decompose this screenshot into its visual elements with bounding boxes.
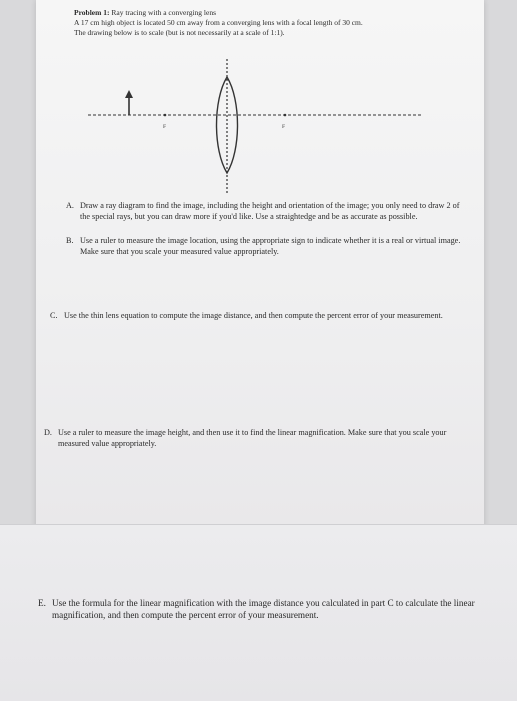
question-d-letter: D.	[44, 428, 52, 437]
question-e	[38, 597, 492, 621]
question-a-letter: A.	[66, 201, 74, 210]
focal-label-left: F	[163, 124, 167, 130]
problem-title	[74, 8, 474, 18]
question-b-text: Use a ruler to measure the image location, using the appropriate sign to indicate whether it is a real or virtual image. Make sure that you scale your measured value appropriately.	[80, 236, 461, 256]
question-d	[44, 428, 478, 449]
object-arrow	[125, 90, 133, 115]
problem-statement-line-1: A 17 cm high object is located 50 cm away from a converging lens with a focal length of 30 cm.	[74, 18, 363, 27]
lens-diagram	[85, 55, 425, 195]
question-b-letter: B.	[66, 236, 74, 245]
focal-point-left	[164, 114, 167, 117]
question-a-text: Draw a ray diagram to find the image, including the height and orientation of the image; you only need to draw 2 of the special rays, but you can draw more if you'd like. Use a straightedge and be as accurate as possible.	[80, 201, 460, 221]
question-e-text: Use the formula for the linear magnification with the image distance you calculated in part C to calculate the linear magnification, and then compute the percent error of your measurement.	[52, 598, 475, 620]
problem-header	[74, 8, 474, 38]
question-d-text: Use a ruler to measure the image height, and then use it to find the linear magnification. Make sure that you scale your measured value appropriately.	[58, 428, 447, 448]
problem-label: Problem 1:	[74, 8, 110, 17]
question-b	[66, 236, 465, 257]
problem-topic: Ray tracing with a converging lens	[111, 8, 216, 17]
question-c-text: Use the thin lens equation to compute the image distance, and then compute the percent error of your measurement.	[64, 311, 443, 320]
question-a	[66, 201, 460, 222]
focal-label-right: F	[282, 124, 286, 130]
problem-statement-line-2: The drawing below is to scale (but is not necessarily at a scale of 1:1).	[74, 28, 285, 37]
question-c-letter: C.	[50, 311, 58, 320]
focal-point-right	[284, 114, 287, 117]
question-c	[50, 311, 464, 322]
question-e-letter: E.	[38, 598, 46, 608]
